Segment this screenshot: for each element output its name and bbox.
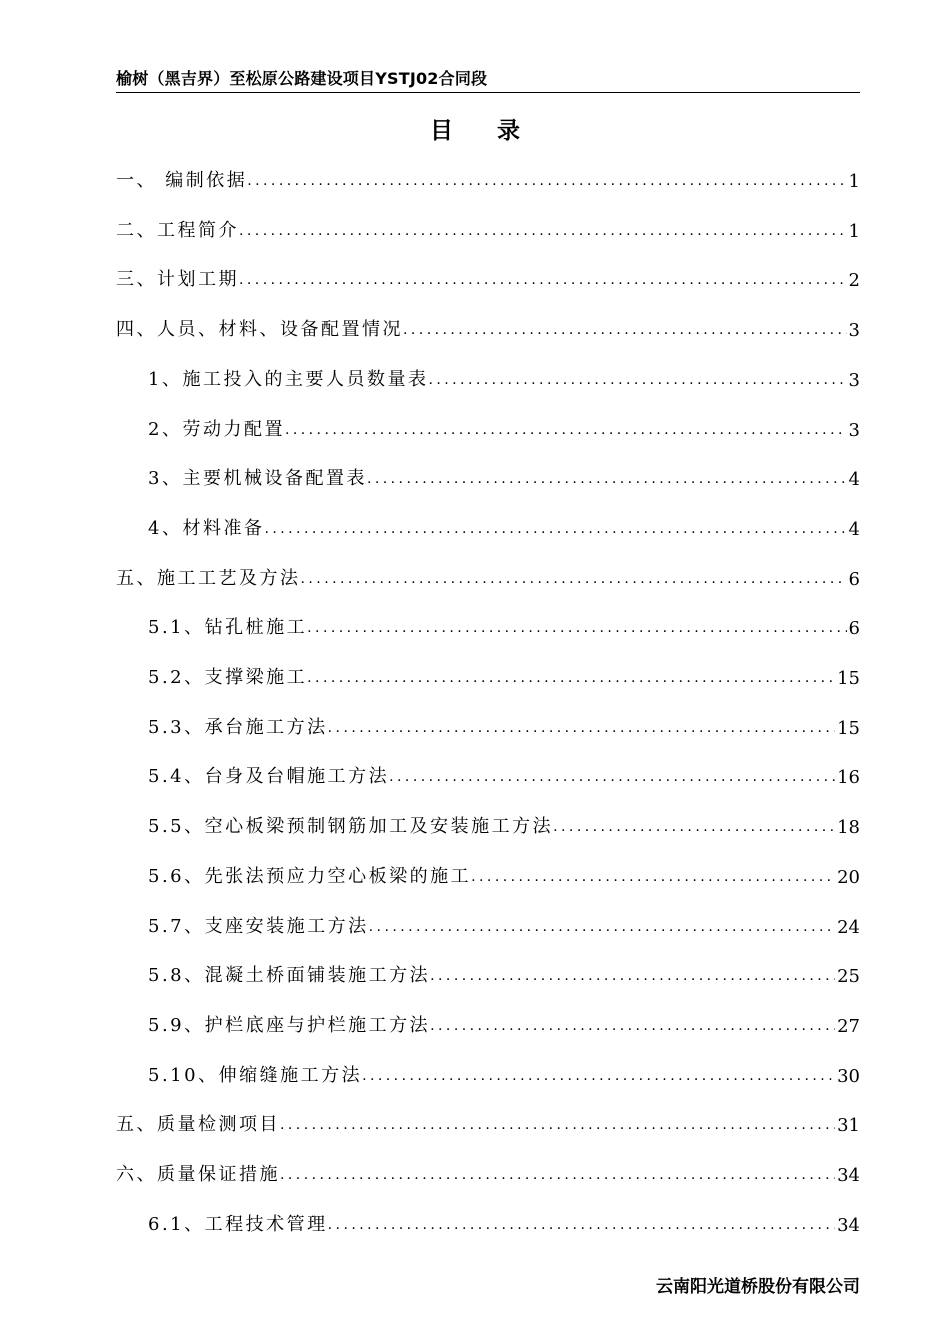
toc-entry[interactable] bbox=[148, 1059, 860, 1087]
toc-dot-leader bbox=[239, 214, 847, 242]
toc-page-number: 18 bbox=[837, 817, 860, 839]
toc-entry-text: 5.8、混凝土桥面铺装施工方法 bbox=[148, 965, 431, 987]
toc-dot-leader bbox=[301, 562, 847, 590]
toc-page-number: 15 bbox=[837, 668, 860, 689]
toc-entry-text: 3、主要机械设备配置表 bbox=[148, 468, 367, 490]
toc-entry-text: 2、劳动力配置 bbox=[148, 418, 285, 440]
toc-entry[interactable] bbox=[116, 1158, 860, 1186]
toc-page-number: 31 bbox=[837, 1115, 860, 1137]
toc-entry[interactable] bbox=[148, 512, 860, 540]
toc-entry-text: 五、质量检测项目 bbox=[116, 1114, 280, 1136]
toc-entry-text: 六、质量保证措施 bbox=[116, 1164, 280, 1185]
toc-entry-text: 5.3、承台施工方法 bbox=[148, 716, 328, 738]
toc-entry[interactable] bbox=[148, 413, 860, 441]
toc-dot-leader bbox=[239, 263, 847, 291]
toc-page-number: 3 bbox=[848, 419, 860, 441]
toc-entry[interactable] bbox=[116, 164, 860, 192]
toc-dot-leader bbox=[403, 313, 847, 341]
toc-dot-leader bbox=[362, 1059, 835, 1087]
toc-dot-leader bbox=[369, 910, 835, 938]
toc-page-number: 34 bbox=[837, 1214, 860, 1236]
toc-page-number: 25 bbox=[837, 966, 860, 988]
toc-dot-leader bbox=[264, 512, 846, 540]
toc-entry[interactable] bbox=[148, 910, 860, 938]
toc-entry-text: 1、施工投入的主要人员数量表 bbox=[148, 368, 429, 390]
footer-company: 云南阳光道桥股份有限公司 bbox=[656, 1277, 860, 1297]
toc-title: 目录 bbox=[430, 117, 564, 144]
toc-entry-text: 5.7、支座安装施工方法 bbox=[148, 915, 369, 937]
toc-entry-text: 5.2、支撑梁施工 bbox=[148, 667, 308, 688]
toc-page-number: 4 bbox=[848, 518, 860, 540]
toc-entry-text: 5.10、伸缩缝施工方法 bbox=[148, 1064, 363, 1086]
toc-page-number: 4 bbox=[848, 469, 860, 491]
toc-dot-leader bbox=[389, 760, 835, 788]
toc-page-number: 6 bbox=[848, 568, 860, 590]
toc-dot-leader bbox=[471, 860, 835, 888]
toc-dot-leader bbox=[280, 1108, 835, 1136]
toc-page-number: 1 bbox=[848, 171, 860, 192]
toc-entry-text: 五、施工工艺及方法 bbox=[116, 567, 301, 589]
toc-dot-leader bbox=[328, 1208, 835, 1236]
toc-entry-text: 5.5、空心板梁预制钢筋加工及安装施工方法 bbox=[148, 816, 554, 838]
toc-dot-leader bbox=[430, 959, 835, 987]
toc-entry[interactable] bbox=[148, 462, 860, 490]
toc-dot-leader bbox=[307, 611, 846, 639]
toc-entry-text: 二、工程简介 bbox=[116, 219, 239, 241]
toc-page-number: 6 bbox=[848, 618, 860, 640]
toc-entry[interactable] bbox=[148, 760, 860, 788]
toc-page-number: 1 bbox=[848, 220, 860, 242]
header-title: 榆树（黑吉界）至松原公路建设项目YSTJ02合同段 bbox=[116, 69, 488, 88]
page-header bbox=[116, 66, 860, 93]
toc-entry[interactable] bbox=[148, 860, 860, 888]
toc-entry-text: 5.9、护栏底座与护栏施工方法 bbox=[148, 1014, 431, 1036]
toc-dot-leader bbox=[280, 1158, 835, 1186]
toc-entry-text: 4、材料准备 bbox=[148, 517, 265, 539]
toc-entry-text: 三、计划工期 bbox=[116, 269, 239, 291]
toc-entry[interactable] bbox=[148, 1208, 860, 1236]
toc-dot-leader bbox=[307, 661, 835, 689]
toc-entry[interactable] bbox=[148, 661, 860, 689]
toc-page-number: 20 bbox=[837, 866, 860, 888]
toc-page-number: 16 bbox=[837, 767, 860, 789]
toc-dot-leader bbox=[428, 363, 846, 391]
toc-entry-text: 四、人员、材料、设备配置情况 bbox=[116, 319, 403, 341]
toc-entry-text: 5.1、钻孔桩施工 bbox=[148, 617, 308, 639]
toc-page-number: 27 bbox=[837, 1015, 860, 1037]
toc-dot-leader bbox=[367, 462, 847, 490]
toc-entry[interactable] bbox=[116, 313, 860, 341]
toc-entry-text: 5.6、先张法预应力空心板梁的施工 bbox=[148, 865, 472, 887]
toc-page-number: 34 bbox=[837, 1165, 860, 1186]
toc-page-number: 24 bbox=[837, 916, 860, 938]
toc-entry[interactable] bbox=[148, 810, 860, 838]
toc-entry[interactable] bbox=[148, 711, 860, 739]
toc-dot-leader bbox=[430, 1009, 835, 1037]
toc-dot-leader bbox=[328, 711, 835, 739]
toc-entry[interactable] bbox=[116, 263, 860, 291]
toc-dot-leader bbox=[553, 810, 835, 838]
toc-entry[interactable] bbox=[148, 1009, 860, 1037]
toc-dot-leader bbox=[247, 164, 846, 192]
toc-page-number: 30 bbox=[837, 1065, 860, 1087]
toc-entry[interactable] bbox=[148, 959, 860, 987]
toc-page-number: 3 bbox=[848, 320, 860, 342]
toc-entry[interactable] bbox=[148, 611, 860, 639]
toc-entry[interactable] bbox=[148, 363, 860, 391]
toc-entry[interactable] bbox=[116, 214, 860, 242]
toc-entry-text: 5.4、台身及台帽施工方法 bbox=[148, 766, 390, 788]
toc-entry-text: 6.1、工程技术管理 bbox=[148, 1213, 328, 1235]
toc-page-number: 2 bbox=[848, 270, 860, 292]
toc-entry[interactable] bbox=[116, 562, 860, 590]
toc-entry-text: 一、 编制依据 bbox=[116, 170, 248, 191]
toc-page-number: 3 bbox=[848, 369, 860, 391]
toc-page-number: 15 bbox=[837, 717, 860, 739]
toc-dot-leader bbox=[285, 413, 847, 441]
toc-entry[interactable] bbox=[116, 1108, 860, 1136]
